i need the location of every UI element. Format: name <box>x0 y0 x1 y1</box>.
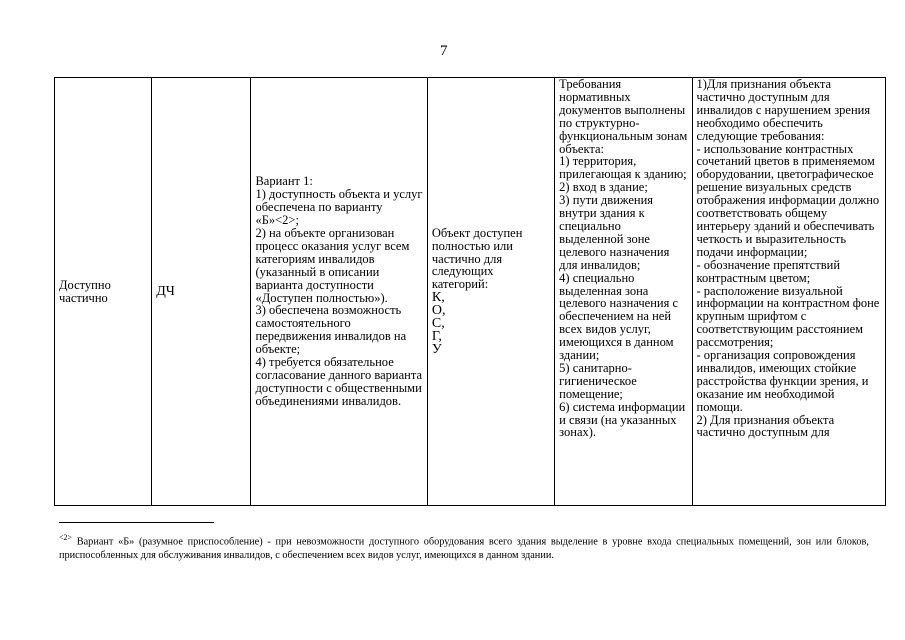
categories-list: К, О, С, Г, У <box>431 290 446 358</box>
requirements-cell <box>555 78 692 506</box>
footnote-text: Вариант «Б» (разумное приспособление) - при невозможности доступного оборудования всего здания выделение в уровне входа специальных помещений, зон или блоков, приспособленных для обслуживания инвалидов, с обеспечением всех видов услуг, имеющихся в данном здании. <box>59 536 869 561</box>
accessibility-table <box>54 77 886 506</box>
footnote-marker: <2> <box>59 533 73 542</box>
table-row <box>55 78 886 506</box>
conditions-text: 1)Для признания объекта частично доступным для инвалидов с нарушением зрения необходимо обеспечить следующие требования: - использование контрастных сочетаний цветов в применяемом оборудовании, цветографическое решение визуальных средств отображения информации должно соответствовать общему интерьеру зданий и обеспечивать четкость и выразительность подачи информации; - обозначение препятствий контрастным цветом; - расположение визуальной информации на контрастном фоне крупным шрифтом с соответствующим расстоянием рассмотрения; - организация сопровождения инвалидов, имеющих стойкие расстройства функции зрения, и оказание им необходимой помощи. 2) Для признания объекта частично доступным для <box>696 77 880 440</box>
requirements-text: Требования нормативных документов выполнены по структурно-функциональным зонам объекта: 1) территория, прилегающая к зданию; 2) вход в здание; 3) пути движения внутри здания к специально выделенной зоне целевого назначения для инвалидов; 4) специально выделенная зона целевого назначения с обеспечением на ней всех видов услуг, имеющихся в данном здании; 5) санитарно-гигиеническое помещение; 6) система информации и связи (на указанных зонах). <box>559 77 688 440</box>
footnote-divider <box>59 522 214 523</box>
categories-cell <box>427 78 554 506</box>
accessibility-code-text: ДЧ <box>156 284 175 299</box>
variant-description-cell <box>251 78 427 506</box>
variant-description-text: Вариант 1: 1) доступность объекта и услуг обеспечена по варианту «Б»<2>; 2) на объекте организован процесс оказания услуг всем категориям инвалидов (указанный в описании варианта доступности «Доступен полностью»). 3) обеспечена возможность самостоятельного передвижения инвалидов на объекте; 4) требуется обязательное согласование данного варианта доступности с общественными объединениями инвалидов. <box>255 174 423 408</box>
accessibility-code-cell <box>152 78 251 506</box>
accessibility-status-text: Доступно частично <box>59 277 111 305</box>
page-number: 7 <box>440 43 448 59</box>
conditions-cell <box>692 78 886 506</box>
categories-intro-text: Объект доступен полностью или частично для следующих категорий: <box>431 225 523 292</box>
accessibility-status-cell <box>55 78 152 506</box>
footnote <box>59 531 869 562</box>
